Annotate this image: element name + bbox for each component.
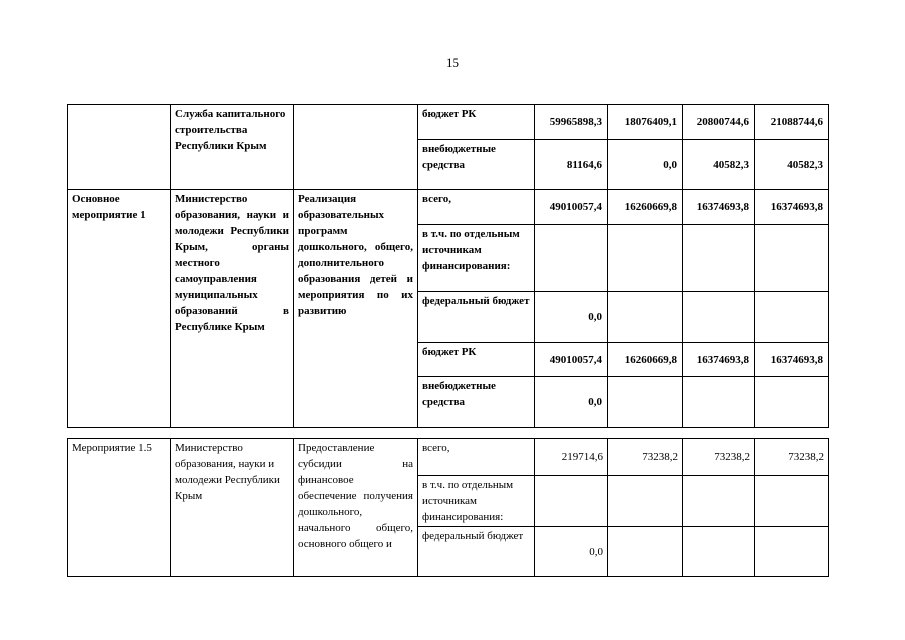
value-cell [608, 377, 683, 428]
value-cell: 16260669,8 [608, 190, 683, 225]
value-cell: 81164,6 [535, 140, 608, 190]
value-cell: 40582,3 [755, 140, 829, 190]
value-cell: 49010057,4 [535, 190, 608, 225]
value-cell: 59965898,3 [535, 105, 608, 140]
value-cell [755, 225, 829, 292]
executor-cell: Министерство образования, науки и молодежи Республики Крым [171, 439, 294, 577]
description-cell: Предоставление субсидии на финансовое обеспечение получения дошкольного, начального общего, основного общего и [294, 439, 418, 577]
value-cell: 0,0 [535, 292, 608, 343]
value-cell: 16260669,8 [608, 343, 683, 377]
value-cell [535, 225, 608, 292]
executor-cell: Министерство образования, науки и молодежи Республики Крым, органы местного самоуправления муниципальных образований в Республике Крым [171, 190, 294, 428]
value-cell: 40582,3 [683, 140, 755, 190]
source-cell: внебюджетные средства [418, 377, 535, 428]
value-cell [683, 476, 755, 527]
value-cell [755, 527, 829, 577]
value-cell: 0,0 [535, 377, 608, 428]
value-cell [683, 292, 755, 343]
value-cell: 73238,2 [608, 439, 683, 476]
source-cell: в т.ч. по отдельным источникам финансирования: [418, 476, 535, 527]
source-cell: внебюджетные средства [418, 140, 535, 190]
funding-table-top [67, 104, 829, 428]
value-cell: 73238,2 [755, 439, 829, 476]
source-cell: в т.ч. по отдельным источникам финансирования: [418, 225, 535, 292]
value-cell [608, 476, 683, 527]
value-cell: 18076409,1 [608, 105, 683, 140]
value-cell: 73238,2 [683, 439, 755, 476]
value-cell [683, 527, 755, 577]
value-cell [755, 476, 829, 527]
value-cell: 16374693,8 [683, 190, 755, 225]
value-cell: 16374693,8 [755, 343, 829, 377]
value-cell: 219714,6 [535, 439, 608, 476]
source-cell: федеральный бюджет [418, 527, 535, 577]
source-cell: федеральный бюджет [418, 292, 535, 343]
value-cell: 21088744,6 [755, 105, 829, 140]
value-cell: 16374693,8 [755, 190, 829, 225]
value-cell [683, 225, 755, 292]
funding-table-bottom [67, 438, 829, 577]
source-cell: бюджет РК [418, 105, 535, 140]
value-cell [608, 527, 683, 577]
event-name-cell [68, 105, 171, 190]
description-cell [294, 105, 418, 190]
value-cell [608, 225, 683, 292]
source-cell: всего, [418, 439, 535, 476]
source-cell: бюджет РК [418, 343, 535, 377]
value-cell: 0,0 [535, 527, 608, 577]
event-name-cell: Мероприятие 1.5 [68, 439, 171, 577]
value-cell: 0,0 [608, 140, 683, 190]
value-cell [535, 476, 608, 527]
source-cell: всего, [418, 190, 535, 225]
executor-cell: Служба капитального строительства Республики Крым [171, 105, 294, 190]
value-cell [608, 292, 683, 343]
value-cell [755, 377, 829, 428]
event-name-cell: Основное мероприятие 1 [68, 190, 171, 428]
page-number: 15 [446, 55, 459, 70]
value-cell [683, 377, 755, 428]
table-row [68, 105, 829, 140]
value-cell: 49010057,4 [535, 343, 608, 377]
description-cell: Реализация образовательных программ дошкольного, общего, дополнительного образования детей и мероприятия по их развитию [294, 190, 418, 428]
table-row [68, 190, 829, 225]
value-cell [755, 292, 829, 343]
value-cell: 16374693,8 [683, 343, 755, 377]
table-row [68, 439, 829, 476]
value-cell: 20800744,6 [683, 105, 755, 140]
